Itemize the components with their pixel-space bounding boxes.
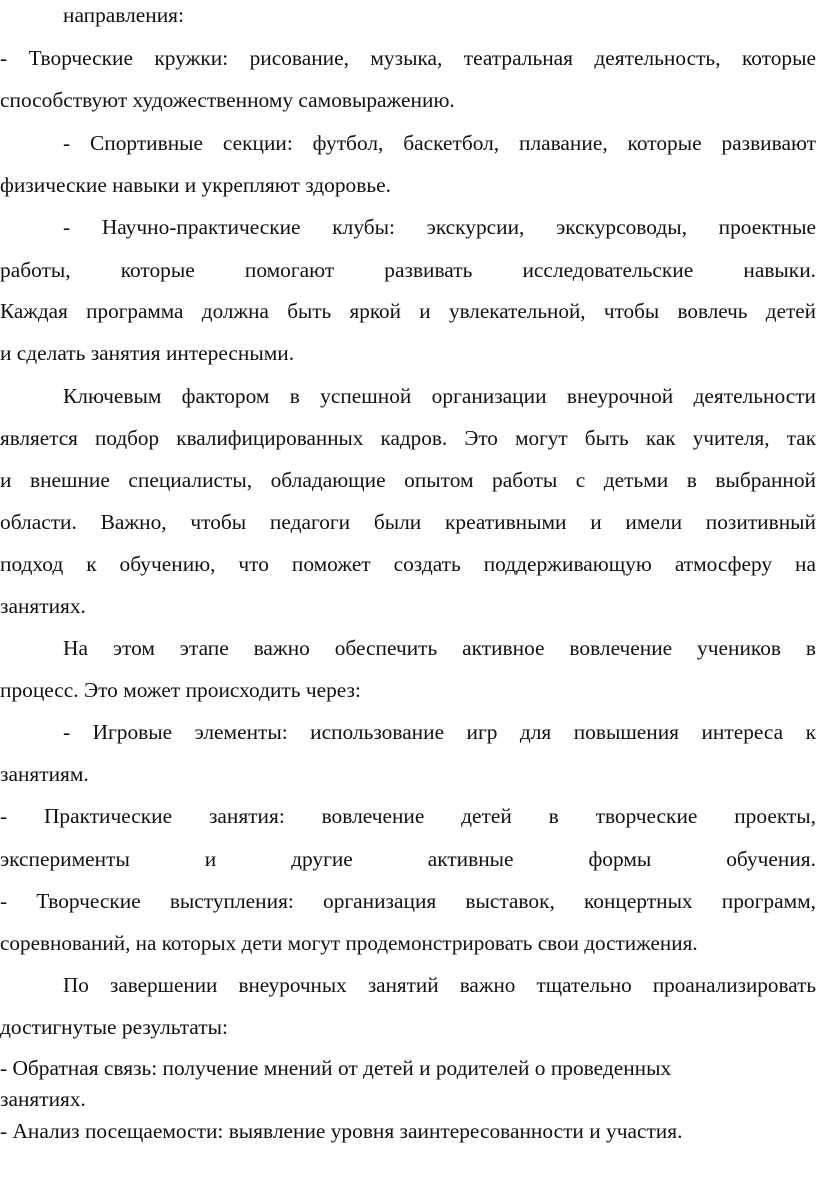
text-line: направления:: [63, 3, 184, 27]
text-line: достигнутые результаты:: [0, 1015, 228, 1039]
text-line: - Практические занятия: вовлечение детей в творческие проекты,: [0, 804, 816, 828]
text-line: - Игровые элементы: использование игр для повышения интереса к: [63, 720, 816, 744]
text-line: физические навыки и укрепляют здоровье.: [0, 173, 391, 197]
text-line: По завершении внеурочных занятий важно тщательно проанализировать: [63, 973, 816, 997]
text-line: Каждая программа должна быть яркой и увлекательной, чтобы вовлечь детей: [0, 299, 816, 323]
text-line: Ключевым фактором в успешной организации внеурочной деятельности: [63, 384, 816, 408]
text-line: процесс. Это может происходить через:: [0, 678, 361, 702]
text-line: занятиях.: [0, 1087, 86, 1111]
text-line: области. Важно, чтобы педагоги были креативными и имели позитивный: [0, 510, 816, 534]
text-line: - Творческие выступления: организация выставок, концертных программ,: [0, 889, 816, 913]
text-line: и внешние специалисты, обладающие опытом работы с детьми в выбранной: [0, 468, 816, 492]
text-line: На этом этапе важно обеспечить активное вовлечение учеников в: [63, 636, 816, 660]
text-line: занятиях.: [0, 594, 86, 618]
text-line: - Анализ посещаемости: выявление уровня заинтересованности и участия.: [0, 1119, 683, 1143]
text-line: эксперименты и другие активные формы обучения.: [0, 847, 816, 871]
text-line: работы, которые помогают развивать исследовательские навыки.: [0, 258, 816, 282]
text-line: способствуют художественному самовыражению.: [0, 88, 455, 112]
text-line: - Обратная связь: получение мнений от детей и родителей о проведенных: [0, 1056, 672, 1080]
text-line: - Научно-практические клубы: экскурсии, экскурсоводы, проектные: [63, 215, 816, 239]
text-line: является подбор квалифицированных кадров. Это могут быть как учителя, так: [0, 426, 816, 450]
text-line: и сделать занятия интересными.: [0, 341, 295, 365]
text-line: - Спортивные секции: футбол, баскетбол, плавание, которые развивают: [63, 131, 816, 155]
text-line: соревнований, на которых дети могут продемонстрировать свои достижения.: [0, 931, 698, 955]
text-line: подход к обучению, что поможет создать поддерживающую атмосферу на: [0, 552, 816, 576]
text-line: - Творческие кружки: рисование, музыка, театральная деятельность, которые: [0, 46, 816, 70]
text-line: занятиям.: [0, 762, 89, 786]
